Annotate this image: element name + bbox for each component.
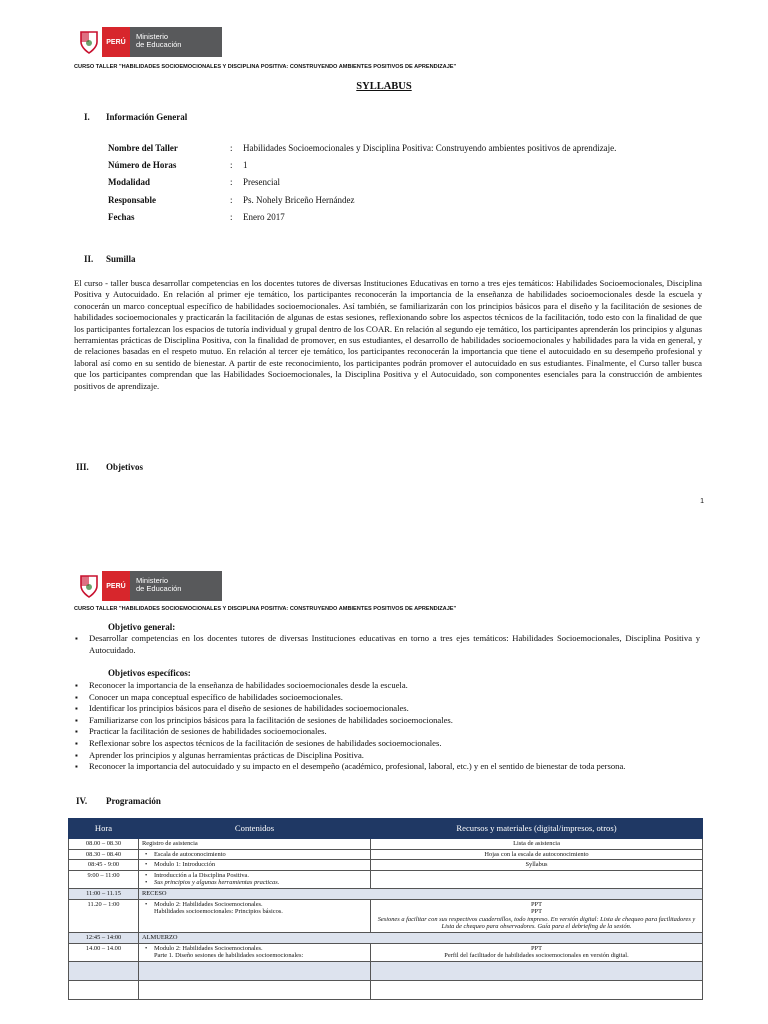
specific-objectives-list	[74, 680, 700, 773]
section-4-heading: IV. Programación	[76, 796, 161, 806]
course-title: CURSO TALLER "HABILIDADES SOCIOEMOCIONALES Y DISCIPLINA POSITIVA: CONSTRUYENDO AMBIENTES POSITIVOS DE APRENDIZAJE"	[74, 64, 457, 70]
list-item: ▪ Reflexionar sobre los aspectos técnicos de la facilitación de sesiones de habilidades socioemocionales.	[74, 738, 700, 750]
specific-objectives-title: Objetivos específicos:	[108, 668, 191, 678]
page-2	[0, 554, 768, 1024]
ministry-label: Ministerio de Educación	[130, 571, 222, 601]
list-item: ▪ Identificar los principios básicos para el diseño de sesiones de habilidades socioemocionales.	[74, 703, 700, 715]
ministry-label: Ministerio de Educación	[130, 27, 222, 57]
info-row: Responsable : Ps. Nohely Briceño Hernández	[108, 194, 355, 205]
table-row: 14.00 – 14.00 • Modulo 2: Habilidades Socioemocionales. Parte 1. Diseño sesiones de habilidades socioemocionales: PPT Perfil del facilitador de habilidades socioemocionales en versión digital.	[69, 943, 703, 961]
column-header: Recursos y materiales (digital/impresos, otros)	[371, 819, 703, 839]
sumilla-paragraph: El curso - taller busca desarrollar competencias en los docentes tutores de diversas Instituciones Educativas en torno a tres ejes temáticos: Habilidades Socioemocionales, Disciplina Positiva y Autocuidado. En relación al primer eje temático, los participantes reconocerán la importancia de la enseñanza de habilidades socioemocionales desde la escuela y conocerán un marco conceptual específico de habilidades socioemocionales. Así también, se familiarizarán con los principios básicos para el diseño y la facilitación de sesiones de habilidades socioemocionales y practicarán la facilitación de algunas de estas sesiones, reflexionando sobre los aspectos técnicos de la facilitación, todo esto con la finalidad de que los participantes fortalezcan los espacios de tutoría individual y grupal dentro de los COAR. En relación al segundo eje temático, los participantes aprenderán los principios y algunas herramientas prácticas de Disciplina Positiva, con la finalidad de promover, en sus estudiantes, el desarrollo de habilidades socioemocionales y habilidades para la vida en general, y de relaciones basadas en el respeto mutuo. En relación al tercer eje temático, los participantes reconocerán la importancia que tiene el autocuidado en su desempeño profesional y laboral así como en su sentido de bienestar. A partir de este reconocimiento, los participantes podrán promover el autocuidado en sus estudiantes. Finalmente, el Curso taller busca que los participantes comprendan que las Habilidades Socioemocionales, la Disciplina Positiva y el Autocuidado, son componentes esenciales para la construcción de ambientes positivos de aprendizaje.	[74, 278, 702, 391]
section-2-heading: II. Sumilla	[84, 254, 136, 264]
table-row: 08.00 – 08.30 Registro de asistencia Lista de asistencia	[69, 839, 703, 850]
page-gap	[0, 540, 768, 554]
minedu-logo	[76, 27, 222, 57]
general-info-list	[108, 143, 616, 229]
table-row: 11.20 – 1:00 • Modulo 2: Habilidades Socioemocionales. Habilidades socioemocionales: Principios básicos. PPT PPT Sesiones a facilitar con sus respectivos cuadernillos, todo impreso. En versión digital: Lista de chequeo para facilitadores y Lista de chequeo para observadores. Guía para el debriefing de la sesión.	[69, 899, 703, 932]
course-title: CURSO TALLER "HABILIDADES SOCIOEMOCIONALES Y DISCIPLINA POSITIVA: CONSTRUYENDO AMBIENTES POSITIVOS DE APRENDIZAJE"	[74, 606, 457, 612]
table-row: 08.30 – 08.40 • Escala de autoconocimiento Hojas con la escala de autoconocimiento	[69, 849, 703, 860]
list-item: ▪ Familiarizarse con los principios básicos para la facilitación de sesiones de habilidades socioemocionales.	[74, 715, 700, 727]
table-header-row	[69, 819, 703, 839]
schedule-table	[68, 818, 703, 1000]
peru-flag-label: PERÚ	[102, 571, 130, 601]
column-header: Hora	[69, 819, 139, 839]
table-row: 08:45 - 9:00 • Modulo 1: Introducción Syllabus	[69, 860, 703, 871]
peru-shield-icon	[76, 27, 102, 57]
info-row: Modalidad : Presencial	[108, 177, 280, 188]
general-objective-list	[74, 633, 700, 656]
peru-flag-label: PERÚ	[102, 27, 130, 57]
list-item: ▪ Aprender los principios y algunas herramientas prácticas de Disciplina Positiva.	[74, 750, 700, 762]
list-item: ▪ Reconocer la importancia del autocuidado y su impacto en el desempeño (académico, profesional, laboral, etc.) y en el sentido de bienestar de toda persona.	[74, 761, 700, 773]
info-row: Fechas : Enero 2017	[108, 211, 285, 222]
section-3-heading: III. Objetivos	[76, 462, 143, 472]
section-1-heading: I. Información General	[84, 112, 188, 122]
table-row: 11:00 – 11.15 RECESO	[69, 888, 703, 899]
page-number: 1	[700, 498, 704, 505]
column-header: Contenidos	[139, 819, 371, 839]
table-row	[69, 980, 703, 999]
list-item: ▪ Practicar la facilitación de sesiones de habilidades socioemocionales.	[74, 726, 700, 738]
table-row: 9:00 – 11:00 • Introducción a la Disciplina Positiva. • Sus principios y algunas herramientas practicas.	[69, 870, 703, 888]
peru-shield-icon	[76, 571, 102, 601]
list-item: ▪ Reconocer la importancia de la enseñanza de habilidades socioemocionales desde la escuela.	[74, 680, 700, 692]
list-item: ▪ Conocer un mapa conceptual específico de habilidades socioemocionales.	[74, 692, 700, 704]
general-objective-title: Objetivo general:	[108, 622, 176, 632]
table-row	[69, 961, 703, 980]
page-title: SYLLABUS	[356, 81, 412, 92]
table-row: 12:45 – 14:00 ALMUERZO	[69, 932, 703, 943]
info-row: Número de Horas : 1	[108, 160, 248, 171]
info-row: Nombre del Taller : Habilidades Socioemocionales y Disciplina Positiva: Construyendo ambientes positivos de aprendizaje.	[108, 143, 617, 153]
minedu-logo	[76, 571, 222, 601]
list-item: ▪ Desarrollar competencias en los docentes tutores de diversas Instituciones educativas en torno a tres ejes temáticos: Habilidades Socioemocionales, Disciplina Positiva y Autocuidado.	[74, 633, 700, 656]
